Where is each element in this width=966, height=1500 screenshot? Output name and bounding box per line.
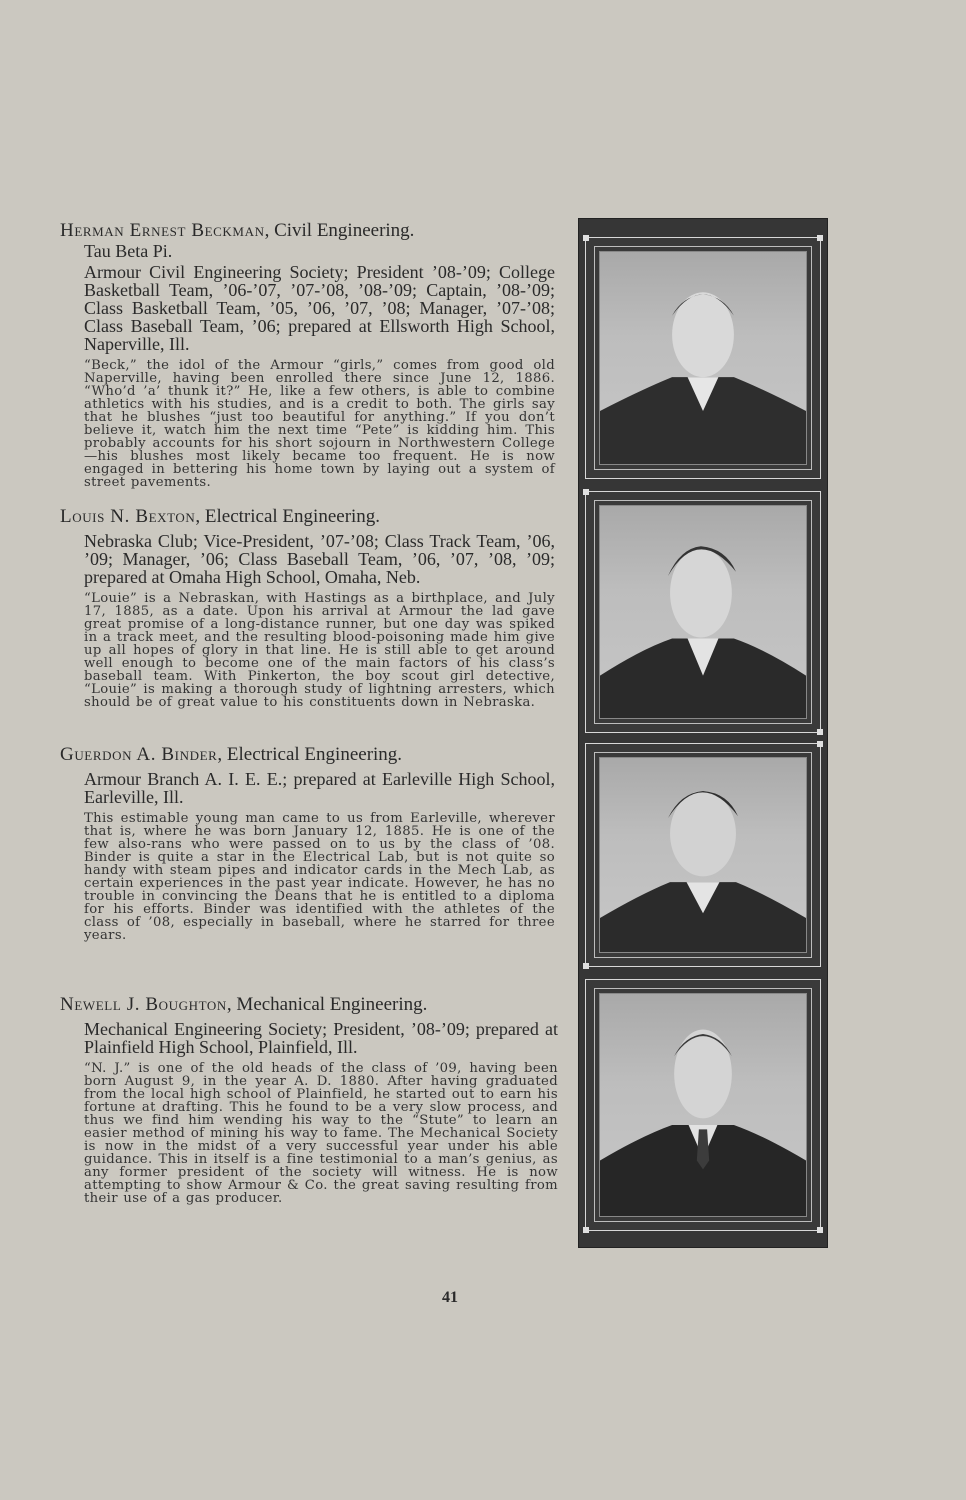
entry-binder [60,744,555,942]
portrait-frame-beckman [585,237,821,479]
entry-heading: Newell J. Boughton, Mechanical Engineering. [60,994,428,1015]
activities: Nebraska Club; Vice-President, ’07-’08; Class Track Team, ’06, ’09; Manager, ’06; Class Baseball Team, ’06, ’07, ’08, ’09; prepared at Omaha High School, Omaha, Neb. [84,531,555,587]
honors: Tau Beta Pi. [84,241,173,261]
course: Electrical Engineering. [204,506,381,527]
activities: Mechanical Engineering Society; President, ’08-’09; prepared at Plainfield High School, Plainfield, Ill. [84,1019,558,1057]
course: Mechanical Engineering. [236,994,428,1015]
course: Electrical Engineering. [226,744,403,765]
portrait-frame-binder [585,743,821,967]
portrait-silhouette [600,252,806,464]
portrait-silhouette [600,994,806,1216]
portrait-frame-bexton [585,491,821,733]
biography: This estimable young man came to us from Earleville, wherever that is, where he was born January 12, 1885. He is one of the few also-rans who were passed on to us by the class of ’08. Binder is quite a star in the Electrical Lab, but is not quite so handy with steam pipes and indicator cards in the Mech Lab, as certain experiences in the past year indicate. However, he has no trouble in convincing the Deans that he is entitled to a diploma for his efforts. Binder was identified with the athletes of the class of ’08, especially in baseball, where he starred for three years. [84,811,556,943]
entry-boughton [60,994,558,1205]
portrait-photo [600,758,806,952]
portrait-photo [600,252,806,464]
student-name: Newell J. Boughton [60,994,227,1015]
student-name: Louis N. Bexton [60,506,196,527]
biography: “N. J.” is one of the old heads of the class of ’09, having been born August 9, in the year A. D. 1880. After having graduated from the local high school of Plainfield, he started out to earn his fortune at drafting. This he found to be a very slow process, and thus we find him wending his way to the “Stute” to learn an easier method of mining his way to fame. The Mechanical Society is now in the midst of a very successful year under his able guidance. This in itself is a fine testimonial to a man’s genius, as any former president of the society will witness. He is now attempting to show Armour & Co. the great saving resulting from their use of a gas producer. [84,1061,558,1206]
biography: “Beck,” the idol of the Armour “girls,” comes from good old Naperville, having been enrolled there since June 12, 1886. “Who’d ’a’ thunk it?” He, like a few others, is able to combine athletics with his studies, and is a credit to both. The girls say that he blushes “just too beautiful for anything.” If you don’t believe it, watch him the next time “Pete” is kidding him. This probably accounts for his short sojourn in Northwestern College—his blushes most likely became too frequent. He is now engaged in bettering his home town by laying out a system of street pavements. [84,358,555,490]
portrait-silhouette [600,758,806,952]
course: Civil Engineering. [274,220,415,241]
activities: Armour Branch A. I. E. E.; prepared at Earleville High School, Earleville, Ill. [84,769,555,807]
student-name: Herman Ernest Beckman [60,220,265,241]
portrait-silhouette [600,506,806,718]
entry-heading: Louis N. Bexton, Electrical Engineering. [60,506,381,527]
portrait-strip [578,218,828,1248]
portrait-photo [600,506,806,718]
entry-heading: Guerdon A. Binder, Electrical Engineering. [60,744,403,765]
student-name: Guerdon A. Binder [60,744,218,765]
portrait-frame-boughton [585,979,821,1231]
activities: Armour Civil Engineering Society; President ’08-’09; College Basketball Team, ’06-’07, ’07-’08, ’08-’09; Captain, ’08-’09; Class Basketball Team, ’05, ’06, ’07, ’08; Manager, ’07-’08; Class Baseball Team, ’06; prepared at Ellsworth High School, Naperville, Ill. [84,262,555,354]
entry-heading: Herman Ernest Beckman, Civil Engineering. [60,220,415,241]
entry-beckman [60,220,555,489]
portrait-photo [600,994,806,1216]
entry-bexton [60,506,555,709]
biography: “Louie” is a Nebraskan, with Hastings as a birthplace, and July 17, 1885, as a date. Upon his arrival at Armour the lad gave great promise of a long-distance runner, but one day was spiked in a track meet, and the resulting blood-poisoning made him give up all hopes of glory in that line. He is still able to get around well enough to become one of the main factors of his class’s baseball team. With Pinkerton, the boy scout girl detective, “Louie” is making a thorough study of lightning arresters, which should be of great value to his constituents down in Nebraska. [84,591,555,710]
page-number: 41 [442,1289,458,1306]
